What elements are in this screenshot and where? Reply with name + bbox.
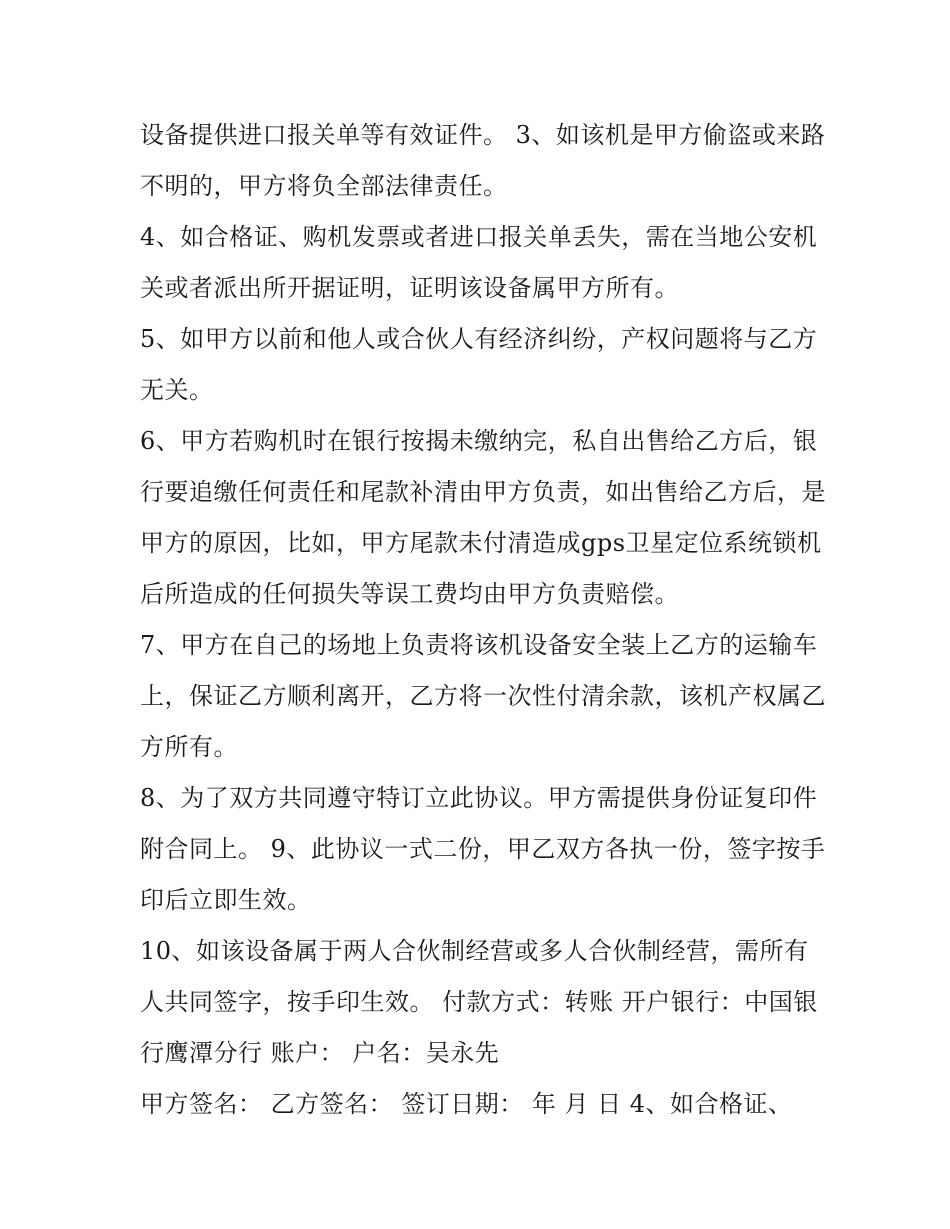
document-body xyxy=(140,110,830,1130)
paragraph-clause-7: 7、甲方在自己的场地上负责将该机设备安全装上乙方的运输车上，保证乙方顺利离开，乙方将一次性付清余款，该机产权属乙方所有。 xyxy=(140,631,826,761)
paragraph-signatures: 甲方签名： 乙方签名： 签订日期： 年 月 日 4、如合格证、 xyxy=(140,1090,793,1118)
paragraph-clause-2-3: 设备提供进口报关单等有效证件。 3、如该机是甲方偷盗或来路不明的，甲方将负全部法律责任。 xyxy=(140,121,826,200)
paragraph-clause-5: 5、如甲方以前和他人或合伙人有经济纠纷，产权问题将与乙方无关。 xyxy=(140,325,818,404)
paragraph-clause-10-payment: 10、如该设备属于两人合伙制经营或多人合伙制经营，需所有人共同签字，按手印生效。 付款方式：转账 开户银行：中国银行鹰潭分行 账户： 户名：吴永先 xyxy=(140,937,818,1067)
paragraph-clause-4: 4、如合格证、购机发票或者进口报关单丢失，需在当地公安机关或者派出所开据证明，证明该设备属甲方所有。 xyxy=(140,223,818,302)
paragraph-clause-8-9: 8、为了双方共同遵守特订立此协议。甲方需提供身份证复印件附合同上。 9、此协议一式二份，甲乙双方各执一份，签字按手印后立即生效。 xyxy=(140,784,826,914)
paragraph-clause-6: 6、甲方若购机时在银行按揭未缴纳完，私自出售给乙方后，银行要追缴任何责任和尾款补清由甲方负责，如出售给乙方后，是甲方的原因，比如，甲方尾款未付清造成gps卫星定位系统锁机后所造成的任何损失等误工费均由甲方负责赔偿。 xyxy=(140,427,826,608)
